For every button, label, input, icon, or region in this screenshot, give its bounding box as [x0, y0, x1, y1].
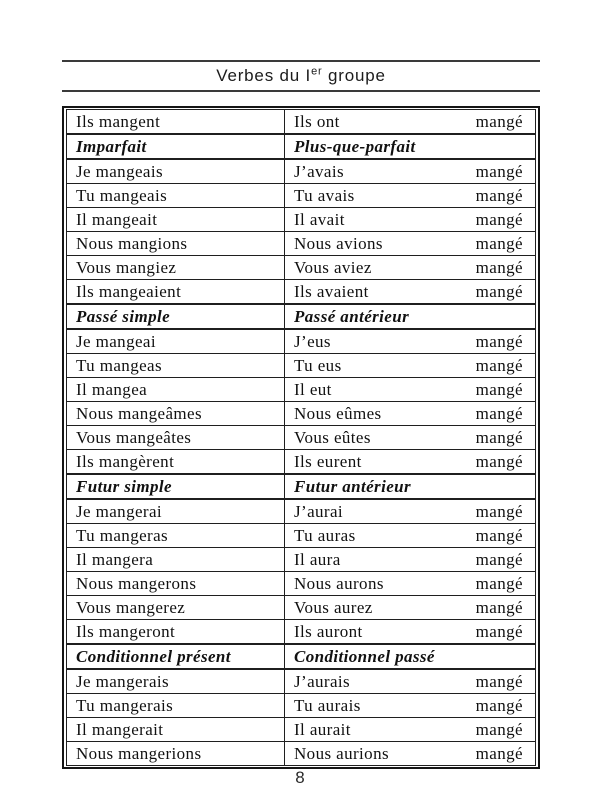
tense-header-cell-right: Conditionnel passé — [285, 644, 536, 669]
conjugation-row — [67, 669, 536, 694]
conjugation-table-body — [67, 110, 536, 766]
conjugation-row — [67, 596, 536, 620]
conjugation-row — [67, 620, 536, 645]
auxiliary-text: Il avait — [294, 210, 345, 229]
participle-text: mangé — [475, 428, 523, 447]
auxiliary-text: J’aurai — [294, 502, 344, 521]
compound-form-cell — [285, 110, 536, 135]
compound-form-wrap — [294, 620, 535, 643]
conjugation-row — [67, 450, 536, 475]
conjugation-row — [67, 718, 536, 742]
compound-form-wrap — [294, 354, 535, 377]
compound-form-cell — [285, 694, 536, 718]
header-rule-top — [62, 60, 540, 62]
participle-text: mangé — [475, 356, 523, 375]
auxiliary-text: Nous avions — [294, 234, 383, 253]
compound-form-wrap — [294, 596, 535, 619]
conjugation-table — [66, 109, 536, 766]
auxiliary-text: Tu auras — [294, 526, 356, 545]
page-number: 8 — [295, 768, 305, 787]
compound-form-cell — [285, 548, 536, 572]
simple-form-cell: Tu mangeras — [67, 524, 285, 548]
compound-form-wrap — [294, 450, 535, 473]
simple-form-cell: Ils mangeaient — [67, 280, 285, 305]
compound-form-cell — [285, 572, 536, 596]
auxiliary-text: Tu aurais — [294, 696, 361, 715]
compound-form-cell — [285, 718, 536, 742]
simple-form-cell: Ils mangèrent — [67, 450, 285, 475]
compound-form-cell — [285, 402, 536, 426]
participle-text: mangé — [475, 210, 523, 229]
compound-form-cell — [285, 354, 536, 378]
tense-header-row — [67, 304, 536, 329]
compound-form-wrap — [294, 208, 535, 231]
auxiliary-text: Vous aurez — [294, 598, 373, 617]
simple-form-cell: Nous mangeâmes — [67, 402, 285, 426]
compound-form-cell — [285, 669, 536, 694]
simple-form-cell: Il mangera — [67, 548, 285, 572]
simple-form-cell: Vous mangeâtes — [67, 426, 285, 450]
conjugation-row — [67, 280, 536, 305]
compound-form-cell — [285, 280, 536, 305]
compound-form-wrap — [294, 742, 535, 765]
compound-form-cell — [285, 596, 536, 620]
compound-form-wrap — [294, 670, 535, 693]
simple-form-cell: Il mangerait — [67, 718, 285, 742]
simple-form-cell: Il mangea — [67, 378, 285, 402]
compound-form-cell — [285, 524, 536, 548]
compound-form-wrap — [294, 718, 535, 741]
simple-form-cell: Ils mangent — [67, 110, 285, 135]
simple-form-cell: Nous mangerons — [67, 572, 285, 596]
simple-form-cell: Ils mangeront — [67, 620, 285, 645]
simple-form-cell: Je mangeais — [67, 159, 285, 184]
compound-form-wrap — [294, 110, 535, 133]
simple-form-cell: Tu mangeas — [67, 354, 285, 378]
compound-form-cell — [285, 184, 536, 208]
participle-text: mangé — [475, 112, 523, 131]
tense-header-row — [67, 474, 536, 499]
participle-text: mangé — [475, 550, 523, 569]
conjugation-row — [67, 110, 536, 135]
conjugation-row — [67, 426, 536, 450]
compound-form-cell — [285, 620, 536, 645]
auxiliary-text: Tu eus — [294, 356, 342, 375]
compound-form-wrap — [294, 500, 535, 523]
simple-form-cell: Je mangerai — [67, 499, 285, 524]
conjugation-row — [67, 694, 536, 718]
compound-form-cell — [285, 329, 536, 354]
auxiliary-text: Il eut — [294, 380, 332, 399]
auxiliary-text: Vous aviez — [294, 258, 372, 277]
compound-form-wrap — [294, 160, 535, 183]
conjugation-row — [67, 524, 536, 548]
simple-form-cell: Il mangeait — [67, 208, 285, 232]
participle-text: mangé — [475, 332, 523, 351]
page-title — [62, 63, 540, 88]
page-title-prefix: Verbes du I — [216, 66, 312, 85]
compound-form-cell — [285, 378, 536, 402]
compound-form-wrap — [294, 280, 535, 303]
conjugation-row — [67, 256, 536, 280]
conjugation-row — [67, 184, 536, 208]
tense-header-cell-right: Futur antérieur — [285, 474, 536, 499]
tense-header-cell-left: Imparfait — [67, 134, 285, 159]
page-title-suffix: groupe — [322, 66, 386, 85]
compound-form-cell — [285, 159, 536, 184]
auxiliary-text: Ils eurent — [294, 452, 362, 471]
participle-text: mangé — [475, 452, 523, 471]
compound-form-wrap — [294, 402, 535, 425]
compound-form-cell — [285, 450, 536, 475]
participle-text: mangé — [475, 696, 523, 715]
participle-text: mangé — [475, 258, 523, 277]
auxiliary-text: Ils auront — [294, 622, 363, 641]
page-title-superscript: er — [311, 65, 323, 78]
simple-form-cell: Je mangeai — [67, 329, 285, 354]
compound-form-cell — [285, 499, 536, 524]
participle-text: mangé — [475, 574, 523, 593]
auxiliary-text: Il aura — [294, 550, 341, 569]
tense-header-cell-right: Plus-que-parfait — [285, 134, 536, 159]
conjugation-row — [67, 742, 536, 766]
auxiliary-text: Nous aurions — [294, 744, 389, 763]
compound-form-wrap — [294, 694, 535, 717]
compound-form-wrap — [294, 232, 535, 255]
tense-header-cell-left: Conditionnel présent — [67, 644, 285, 669]
compound-form-cell — [285, 208, 536, 232]
compound-form-wrap — [294, 330, 535, 353]
conjugation-row — [67, 378, 536, 402]
simple-form-cell: Tu mangeais — [67, 184, 285, 208]
auxiliary-text: J’eus — [294, 332, 331, 351]
auxiliary-text: J’aurais — [294, 672, 351, 691]
conjugation-row — [67, 232, 536, 256]
participle-text: mangé — [475, 622, 523, 641]
compound-form-wrap — [294, 378, 535, 401]
conjugation-row — [67, 329, 536, 354]
simple-form-cell: Vous mangerez — [67, 596, 285, 620]
participle-text: mangé — [475, 744, 523, 763]
participle-text: mangé — [475, 380, 523, 399]
compound-form-wrap — [294, 256, 535, 279]
participle-text: mangé — [475, 720, 523, 739]
participle-text: mangé — [475, 502, 523, 521]
tense-header-cell-right: Passé antérieur — [285, 304, 536, 329]
participle-text: mangé — [475, 186, 523, 205]
simple-form-cell: Nous mangions — [67, 232, 285, 256]
conjugation-row — [67, 159, 536, 184]
tense-header-row — [67, 134, 536, 159]
compound-form-cell — [285, 232, 536, 256]
compound-form-cell — [285, 742, 536, 766]
conjugation-row — [67, 208, 536, 232]
conjugation-row — [67, 572, 536, 596]
auxiliary-text: Nous aurons — [294, 574, 384, 593]
compound-form-wrap — [294, 184, 535, 207]
conjugation-row — [67, 548, 536, 572]
compound-form-cell — [285, 256, 536, 280]
participle-text: mangé — [475, 404, 523, 423]
header-rule-bottom — [62, 90, 540, 92]
conjugation-table-frame — [62, 106, 540, 769]
tense-header-cell-left: Passé simple — [67, 304, 285, 329]
auxiliary-text: Tu avais — [294, 186, 355, 205]
simple-form-cell: Vous mangiez — [67, 256, 285, 280]
compound-form-wrap — [294, 548, 535, 571]
conjugation-row — [67, 354, 536, 378]
auxiliary-text: Ils ont — [294, 112, 340, 131]
compound-form-wrap — [294, 524, 535, 547]
simple-form-cell: Tu mangerais — [67, 694, 285, 718]
participle-text: mangé — [475, 282, 523, 301]
tense-header-cell-left: Futur simple — [67, 474, 285, 499]
simple-form-cell: Je mangerais — [67, 669, 285, 694]
auxiliary-text: Ils avaient — [294, 282, 369, 301]
conjugation-row — [67, 499, 536, 524]
participle-text: mangé — [475, 672, 523, 691]
tense-header-row — [67, 644, 536, 669]
participle-text: mangé — [475, 234, 523, 253]
participle-text: mangé — [475, 526, 523, 545]
compound-form-wrap — [294, 426, 535, 449]
conjugation-row — [67, 402, 536, 426]
auxiliary-text: Il aurait — [294, 720, 351, 739]
compound-form-wrap — [294, 572, 535, 595]
auxiliary-text: J’avais — [294, 162, 345, 181]
simple-form-cell: Nous mangerions — [67, 742, 285, 766]
auxiliary-text: Vous eûtes — [294, 428, 371, 447]
compound-form-cell — [285, 426, 536, 450]
participle-text: mangé — [475, 598, 523, 617]
participle-text: mangé — [475, 162, 523, 181]
auxiliary-text: Nous eûmes — [294, 404, 382, 423]
